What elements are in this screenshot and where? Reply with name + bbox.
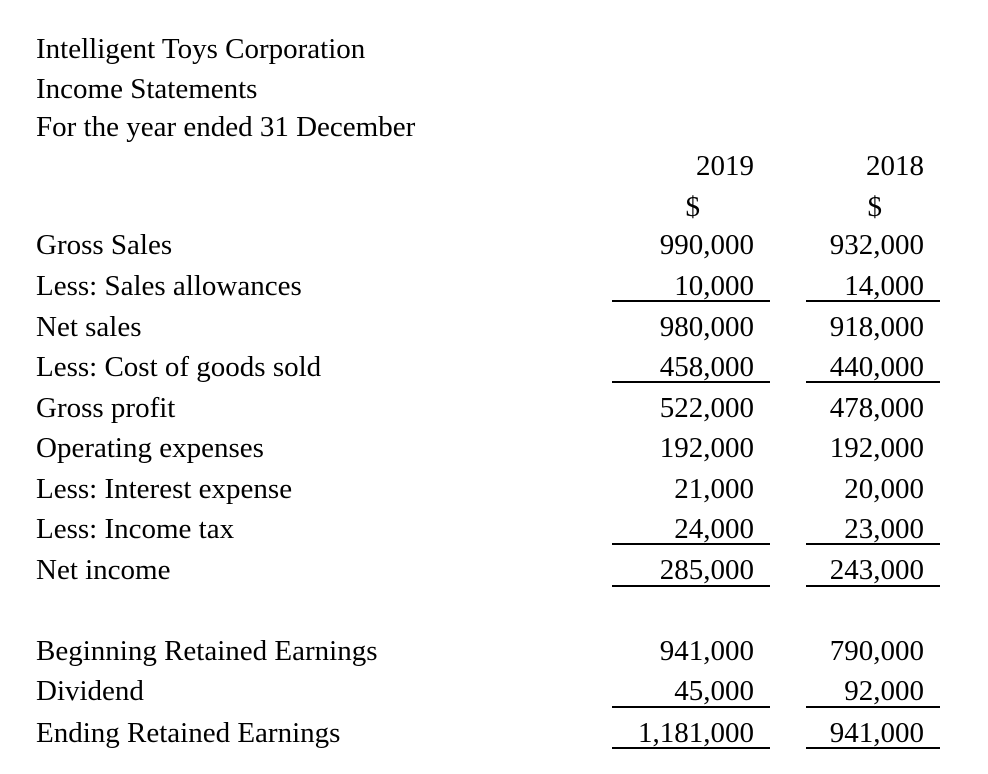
row-beginning-retained-earnings <box>0 633 988 669</box>
row-sales-allowances <box>0 268 988 304</box>
value-2019: 1,181,000 <box>638 717 754 749</box>
value-2018: 918,000 <box>829 311 924 343</box>
row-label: Beginning Retained Earnings <box>36 635 378 667</box>
row-label: Dividend <box>36 675 144 707</box>
value-2018: 932,000 <box>829 229 924 261</box>
column-year-2018: 2018 <box>866 150 924 182</box>
subtotal-rule-2018 <box>806 300 940 302</box>
value-2019: 990,000 <box>659 229 754 261</box>
value-2019: 21,000 <box>674 473 754 505</box>
row-gross-profit <box>0 390 988 426</box>
row-cost-of-goods-sold <box>0 349 988 385</box>
value-2018: 23,000 <box>844 513 924 545</box>
value-2019: 458,000 <box>659 351 754 383</box>
row-interest-expense <box>0 471 988 507</box>
value-2019: 45,000 <box>674 675 754 707</box>
value-2018: 243,000 <box>829 554 924 586</box>
statement-title: Income Statements <box>36 73 258 105</box>
value-2019: 522,000 <box>659 392 754 424</box>
row-label: Less: Sales allowances <box>36 270 302 302</box>
row-label: Gross Sales <box>36 229 173 261</box>
row-label: Ending Retained Earnings <box>36 717 341 749</box>
column-currency-2019: $ <box>685 191 700 223</box>
value-2019: 10,000 <box>674 270 754 302</box>
total-rule-2019 <box>612 747 770 749</box>
company-name: Intelligent Toys Corporation <box>36 33 366 65</box>
value-2018: 92,000 <box>844 675 924 707</box>
row-label: Operating expenses <box>36 432 264 464</box>
statement-period: For the year ended 31 December <box>36 111 416 143</box>
row-label: Less: Income tax <box>36 513 235 545</box>
value-2018: 790,000 <box>829 635 924 667</box>
subtotal-rule-2018 <box>806 706 940 708</box>
value-2018: 941,000 <box>829 717 924 749</box>
subtotal-rule-2019 <box>612 543 770 545</box>
row-dividend <box>0 673 988 709</box>
row-label: Net sales <box>36 311 142 343</box>
row-operating-expenses <box>0 430 988 466</box>
value-2018: 14,000 <box>844 270 924 302</box>
row-label: Gross profit <box>36 392 176 424</box>
value-2018: 192,000 <box>829 432 924 464</box>
subtotal-rule-2018 <box>806 543 940 545</box>
row-label: Net income <box>36 554 171 586</box>
value-2019: 941,000 <box>659 635 754 667</box>
subtotal-rule-2019 <box>612 381 770 383</box>
value-2018: 478,000 <box>829 392 924 424</box>
value-2018: 20,000 <box>844 473 924 505</box>
value-2018: 440,000 <box>829 351 924 383</box>
subtotal-rule-2019 <box>612 300 770 302</box>
value-2019: 192,000 <box>659 432 754 464</box>
subtotal-rule-2018 <box>806 381 940 383</box>
row-net-sales <box>0 309 988 345</box>
value-2019: 24,000 <box>674 513 754 545</box>
row-label: Less: Interest expense <box>36 473 293 505</box>
row-ending-retained-earnings <box>0 715 988 751</box>
row-income-tax <box>0 511 988 547</box>
column-year-2019: 2019 <box>696 150 754 182</box>
total-rule-2018 <box>806 747 940 749</box>
total-rule-2018 <box>806 585 940 587</box>
row-label: Less: Cost of goods sold <box>36 351 322 383</box>
row-net-income <box>0 552 988 588</box>
total-rule-2019 <box>612 585 770 587</box>
row-gross-sales <box>0 227 988 263</box>
value-2019: 980,000 <box>659 311 754 343</box>
column-currency-2018: $ <box>867 191 882 223</box>
value-2019: 285,000 <box>659 554 754 586</box>
subtotal-rule-2019 <box>612 706 770 708</box>
